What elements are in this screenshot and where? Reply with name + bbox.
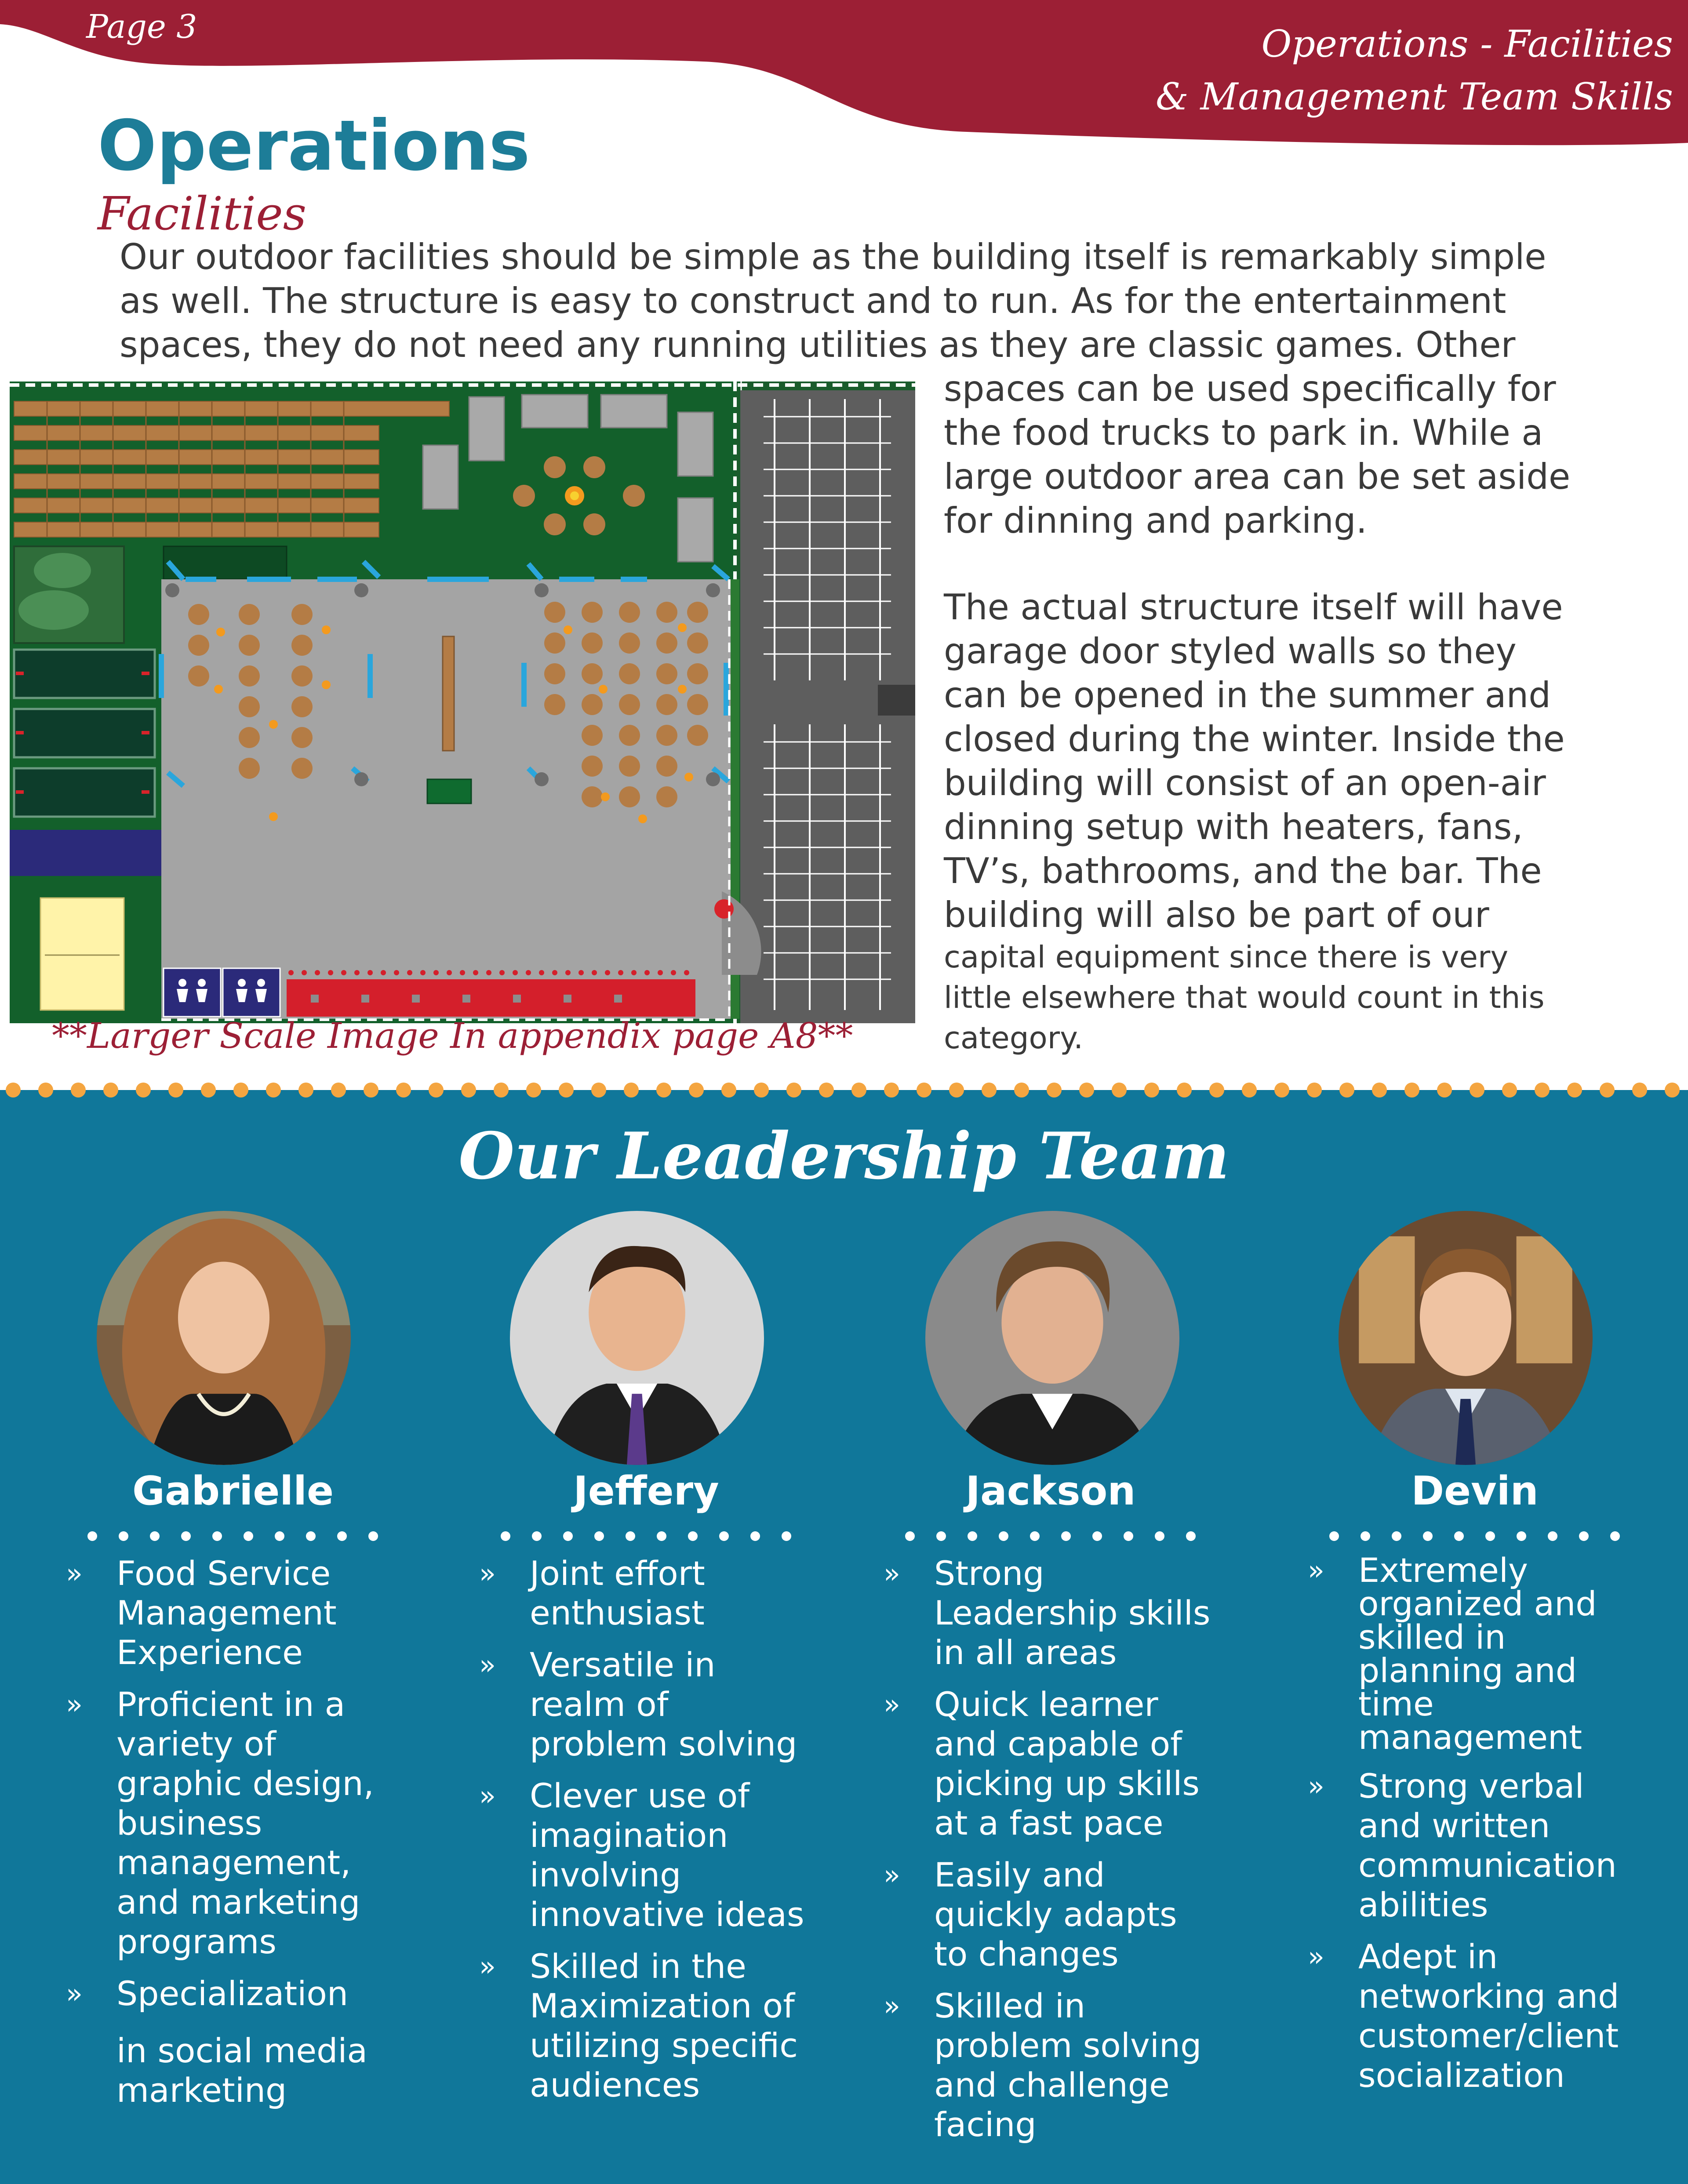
divider-dot [1186,1531,1196,1541]
skill-text: Easily and quickly adapts to changes [934,1855,1177,1973]
divider-dot [306,1531,316,1541]
paragraph-line: TV’s, bathrooms, and the bar. The [944,850,1542,891]
divider-dot [1061,1531,1071,1541]
divider-dot [719,1531,729,1541]
divider-dot [1437,1083,1452,1097]
bullet-glyph: » [1308,1554,1324,1586]
skill-item [66,1974,376,2013]
divider-dot [119,1531,128,1541]
section-header [1156,18,1673,123]
divider-dot [1079,1083,1094,1097]
divider-dot [87,1531,97,1541]
bullet-glyph: » [884,1859,900,1891]
divider-dot [819,1083,834,1097]
divider-dot [1177,1083,1192,1097]
divider-dot [275,1531,284,1541]
facilities-paragraph-top [120,235,1546,367]
bullet-glyph: » [884,1688,900,1720]
divider-dot [244,1531,253,1541]
divider-dot [266,1083,281,1097]
skill-text: Adept in networking and customer/client socialization [1358,1937,1619,2095]
divider-dot [1030,1531,1040,1541]
bullet-glyph: » [1308,1770,1324,1802]
divider-dot [968,1531,977,1541]
dotted-divider [0,1077,1688,1103]
bullet-glyph: » [66,1688,83,1720]
divider-dot [688,1531,698,1541]
operations-title: Operations [98,105,530,186]
paragraph-line: capital equipment since there is very [944,940,1509,975]
divider-dot [884,1083,899,1097]
counter [287,979,695,1017]
divider-dot [1112,1083,1127,1097]
avatar [925,1211,1179,1465]
sandbox-court [40,898,124,1010]
skill-text: Extremely organized and skilled in planning and time management [1358,1551,1597,1757]
divider-dot [396,1083,411,1097]
skill-item [884,1554,1211,1672]
divider-dot [331,1083,346,1097]
divider-dot [1155,1531,1164,1541]
divider-dot [1242,1083,1257,1097]
page-number: Page 3 [86,8,197,46]
divider-dot [181,1531,191,1541]
section-header-line-2: & Management Team Skills [1156,75,1673,118]
divider-dot [1517,1531,1526,1541]
divider-dot [1404,1083,1419,1097]
skill-text: Skilled in problem solving and challenge facing [934,1986,1202,2144]
divider-dot [368,1531,378,1541]
divider-dot [786,1083,801,1097]
divider-dot [1579,1531,1589,1541]
divider-dot [1014,1083,1029,1097]
skill-item [66,1685,376,1962]
divider-dot [1372,1083,1387,1097]
divider-dot [233,1083,248,1097]
divider-dot [168,1083,183,1097]
divider-dot [38,1083,53,1097]
divider-dot [982,1083,997,1097]
facilities-paragraph-right-2 [944,585,1565,1058]
divider-dot [1548,1531,1557,1541]
divider-dot [1124,1531,1133,1541]
divider-dot [212,1531,222,1541]
skill-text: Specialization [116,1974,348,2013]
divider-dot [150,1531,160,1541]
skill-item [884,1986,1211,2144]
divider-dot [624,1083,639,1097]
skill-list [479,1554,811,2117]
divider-dot [298,1083,313,1097]
divider-dot [494,1083,509,1097]
bullet-glyph: » [479,1780,496,1812]
paragraph-line: closed during the winter. Inside the [944,719,1565,759]
divider-dot [905,1531,915,1541]
bullet-glyph: » [884,1990,900,2022]
divider-dot [917,1083,931,1097]
divider-dot [999,1531,1008,1541]
divider-dot [1632,1083,1647,1097]
divider-dot [591,1083,606,1097]
divider-dot [1274,1083,1289,1097]
avatar [1339,1211,1593,1465]
divider-dot [429,1083,444,1097]
member-name: Devin [1411,1468,1539,1514]
skill-item [479,1645,811,1764]
divider-dot [526,1083,541,1097]
divider-dot [1470,1083,1484,1097]
skill-item [1308,1551,1635,1757]
bullet-glyph: » [66,1977,83,2010]
avatar [97,1211,351,1465]
paragraph-line: Our outdoor facilities should be simple as the building itself is remarkably simple [120,236,1546,277]
skill-text: Joint effort enthusiast [530,1554,705,1632]
facilities-paragraph-right-1 [944,367,1570,543]
divider-dot [1209,1083,1224,1097]
skill-item [479,1947,811,2105]
game-tables [14,650,155,817]
paragraph-line: The actual structure itself will have [944,587,1563,628]
skill-item [884,1855,1211,1974]
divider-dot [1610,1531,1620,1541]
paragraph-line: spaces, they do not need any running utilities as they are classic games. Other [120,324,1516,365]
stage [10,830,161,876]
divider-dot [1329,1531,1339,1541]
divider-dot [1423,1531,1433,1541]
divider-dot [721,1083,736,1097]
paragraph-line: garage door styled walls so they [944,631,1517,672]
paragraph-line: dinning setup with heaters, fans, [944,807,1523,847]
divider-dot [6,1083,21,1097]
divider-dot [201,1083,216,1097]
skill-text: Food Service Management Experience [116,1554,337,1672]
divider-dot [337,1531,347,1541]
paragraph-line: large outdoor area can be set aside [944,456,1571,497]
divider-dot [782,1531,791,1541]
divider-dot [936,1531,946,1541]
divider-dot [1535,1083,1550,1097]
divider-dot [1600,1083,1615,1097]
divider-dot [461,1083,476,1097]
divider-dot [1665,1083,1680,1097]
member-name: Gabrielle [132,1468,334,1514]
skill-text: in social media marketing [116,2031,368,2110]
name-divider [901,1527,1200,1545]
divider-dot [1307,1083,1322,1097]
divider-dot [1047,1083,1062,1097]
divider-dot [1361,1531,1370,1541]
bar [443,636,454,751]
skill-list [1308,1551,1635,2108]
skill-item [479,1554,811,1633]
skill-text: Strong verbal and written communication abilities [1358,1766,1617,1924]
restroom-icon [164,968,221,1017]
skill-text: Clever use of imagination involving innovative ideas [530,1776,804,1934]
name-divider [1325,1527,1624,1545]
paragraph-line: building will consist of an open-air [944,763,1546,803]
paragraph-line: category. [944,1021,1084,1056]
skill-item [1308,1766,1635,1925]
divider-dot [136,1083,151,1097]
divider-dot [1144,1083,1159,1097]
skill-text: Proficient in a variety of graphic design, business management, and marketing programs [116,1685,374,1961]
divider-dot [532,1531,542,1541]
divider-dot [501,1531,510,1541]
divider-dot [656,1083,671,1097]
skill-item [884,1685,1211,1843]
divider-dot [851,1083,866,1097]
bullet-glyph: » [479,1950,496,1982]
divider-dot [1339,1083,1354,1097]
member-name: Jackson [965,1468,1136,1514]
divider-dot [1485,1531,1495,1541]
divider-dot [1092,1531,1102,1541]
skill-text: Strong Leadership skills in all areas [934,1554,1211,1672]
divider-dot [1392,1531,1401,1541]
member-name: Jeffery [573,1468,719,1514]
paragraph-line: for dinning and parking. [944,500,1368,541]
avatar [510,1211,764,1465]
leadership-title: Our Leadership Team [458,1119,1230,1194]
paragraph-line: little elsewhere that would count in this [944,980,1545,1015]
skill-item [66,1554,376,1672]
tv [427,779,471,803]
skill-list [884,1554,1211,2157]
divider-dot [559,1083,574,1097]
divider-dot [364,1083,378,1097]
facility-floor-plan [10,382,915,1023]
divider-dot [657,1531,666,1541]
map-caption: **Larger Scale Image In appendix page A8** [52,1015,853,1056]
divider-dot [71,1083,86,1097]
paragraph-line: the food trucks to park in. While a [944,412,1543,453]
divider-dot [1502,1083,1517,1097]
section-header-line-1: Operations - Facilities [1261,22,1673,65]
paragraph-line: as well. The structure is easy to construct and to run. As for the entertainment [120,280,1506,321]
divider-dot [750,1531,760,1541]
skill-list [66,1554,376,2122]
paragraph-line: can be opened in the summer and [944,675,1551,716]
divider-dot [949,1083,964,1097]
name-divider [497,1527,796,1545]
divider-dot [594,1531,604,1541]
divider-dot [563,1531,573,1541]
facilities-subtitle: Facilities [98,187,307,240]
paragraph-line: spaces can be used specifically for [944,368,1556,409]
bullet-glyph: » [479,1649,496,1681]
divider-dot [1454,1531,1464,1541]
name-divider [84,1527,382,1545]
bullet-glyph: » [884,1557,900,1589]
divider-dot [103,1083,118,1097]
bullet-glyph: » [479,1557,496,1589]
skill-item [66,2031,376,2110]
divider-dot [626,1531,635,1541]
paragraph-line: building will also be part of our [944,894,1489,935]
skill-item [1308,1937,1635,2095]
skill-item [479,1776,811,1934]
bullet-glyph: » [66,1557,83,1589]
bullet-glyph: » [1308,1941,1324,1973]
divider-dot [689,1083,704,1097]
skill-text: Versatile in realm of problem solving [530,1645,797,1763]
skill-text: Skilled in the Maximization of utilizing specific audiences [530,1947,798,2104]
skill-text: Quick learner and capable of picking up skills at a fast pace [934,1685,1200,1842]
divider-dot [754,1083,769,1097]
divider-dot [1567,1083,1582,1097]
